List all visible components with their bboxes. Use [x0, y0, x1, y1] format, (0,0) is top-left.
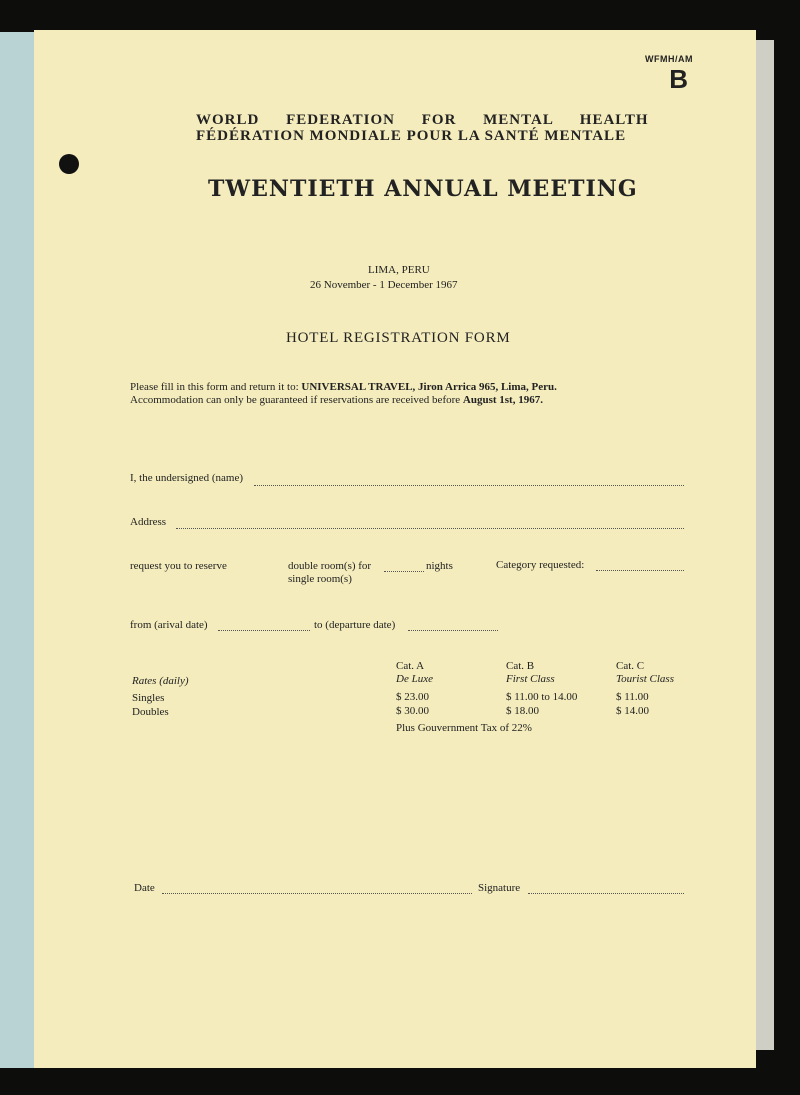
section-badge: B — [669, 64, 688, 94]
punch-hole — [59, 154, 79, 174]
departure-date-field[interactable] — [408, 630, 498, 631]
cat-b-singles: $ 11.00 to 14.00 — [506, 691, 578, 703]
cat-a-name: De Luxe — [396, 673, 433, 685]
reference-code: WFMH/AM — [645, 54, 693, 64]
rates-row-singles: Singles — [132, 692, 165, 704]
reserve-label: request you to reserve — [130, 560, 227, 572]
nights-label: nights — [426, 560, 453, 572]
cat-b-name: First Class — [506, 673, 555, 685]
date-label: Date — [134, 882, 155, 894]
address-field[interactable] — [176, 528, 684, 529]
cat-c-label: Cat. C — [616, 660, 645, 672]
arrival-date-label: from (arival date) — [130, 619, 208, 631]
category-field[interactable] — [596, 570, 684, 571]
cat-a-label: Cat. A — [396, 660, 425, 672]
arrival-date-field[interactable] — [218, 630, 310, 631]
cat-b-label: Cat. B — [506, 660, 535, 672]
org-name-english: WORLD FEDERATION FOR MENTAL HEALTH — [196, 112, 649, 128]
org-name-french: FÉDÉRATION MONDIALE POUR LA SANTÉ MENTALE — [196, 128, 627, 144]
meeting-dates: 26 November - 1 December 1967 — [310, 279, 458, 291]
single-rooms-label: single room(s) — [288, 573, 352, 585]
instruction-deadline-date: August 1st, 1967. — [462, 394, 543, 406]
instruction-deadline — [130, 394, 543, 406]
cat-c-doubles: $ 14.00 — [616, 705, 649, 717]
cat-b-doubles: $ 18.00 — [506, 705, 539, 717]
signature-label: Signature — [478, 882, 521, 894]
cat-c-name: Tourist Class — [616, 673, 674, 685]
instruction-return-text: Please fill in this form and return it to: — [130, 381, 302, 393]
date-field[interactable] — [162, 893, 472, 894]
rates-label: Rates (daily) — [132, 675, 189, 687]
meeting-title: TWENTIETH ANNUAL MEETING — [208, 176, 638, 202]
name-field[interactable] — [254, 485, 684, 486]
cat-c-singles: $ 11.00 — [616, 691, 649, 703]
departure-date-label: to (departure date) — [314, 619, 396, 631]
name-label: I, the undersigned (name) — [130, 472, 244, 484]
tax-note: Plus Gouvernment Tax of 22% — [396, 722, 532, 734]
double-rooms-label: double room(s) for — [288, 560, 372, 572]
instruction-deadline-text: Accommodation can only be guaranteed if reservations are received before — [130, 394, 463, 406]
signature-field[interactable] — [528, 893, 684, 894]
nights-field[interactable] — [384, 571, 424, 572]
rates-row-doubles: Doubles — [132, 706, 169, 718]
address-label: Address — [130, 516, 167, 528]
category-label: Category requested: — [496, 559, 585, 571]
registration-form-page — [34, 30, 756, 1068]
cat-a-doubles: $ 30.00 — [396, 705, 429, 717]
form-title: HOTEL REGISTRATION FORM — [286, 330, 511, 346]
cat-a-singles: $ 23.00 — [396, 691, 429, 703]
meeting-location: LIMA, PERU — [368, 264, 430, 276]
instruction-return-address: UNIVERSAL TRAVEL, Jiron Arrica 965, Lima, Peru. — [301, 381, 557, 393]
instruction-return — [130, 381, 557, 393]
